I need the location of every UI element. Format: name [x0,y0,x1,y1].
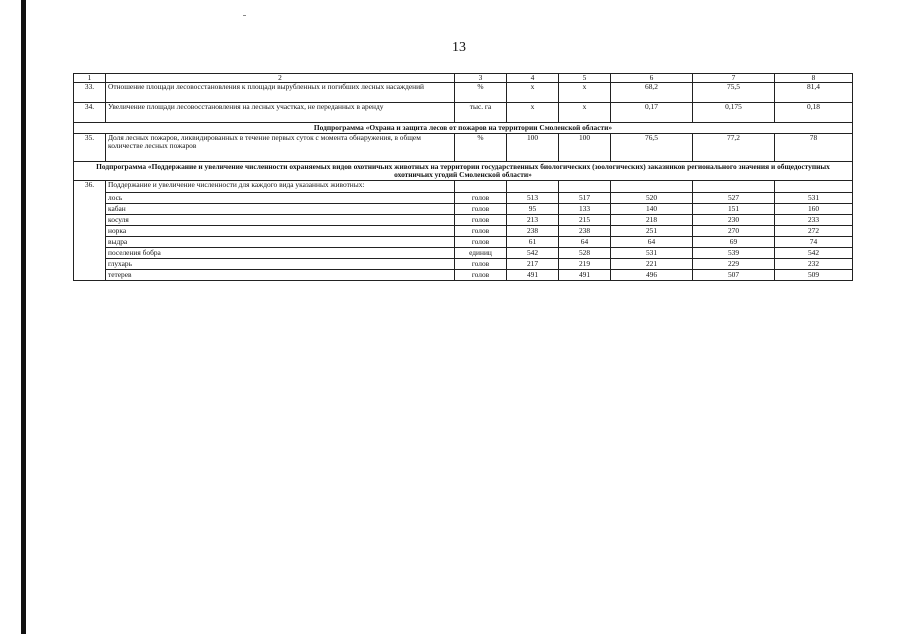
value-cell: 100 [559,134,611,162]
animal-name: лось [106,193,455,204]
col-header: 3 [455,74,507,83]
unit-cell: голов [455,259,507,270]
value-cell: 76,5 [611,134,693,162]
empty-cell [455,181,507,193]
value-cell: 542 [775,248,853,259]
value-cell: 230 [693,215,775,226]
value-cell: х [507,83,559,103]
value-cell: 509 [775,270,853,281]
value-cell: 531 [775,193,853,204]
scan-speck [243,15,246,16]
animal-name: норка [106,226,455,237]
value-cell: 64 [611,237,693,248]
unit-cell: голов [455,270,507,281]
value-cell: 69 [693,237,775,248]
col-header: 1 [74,74,106,83]
value-cell: 238 [559,226,611,237]
animal-name: кабан [106,204,455,215]
animal-name: выдра [106,237,455,248]
value-cell: 232 [775,259,853,270]
row-number: 35. [74,134,106,162]
animal-row [74,204,853,215]
value-cell: х [559,83,611,103]
table-row [74,134,853,162]
value-cell: 219 [559,259,611,270]
empty-cell [775,181,853,193]
value-cell: 0,18 [775,103,853,123]
section-heading-row [74,162,853,181]
value-cell: 151 [693,204,775,215]
animal-row [74,259,853,270]
animal-name: глухарь [106,259,455,270]
empty-cell [507,181,559,193]
value-cell: 78 [775,134,853,162]
animal-row [74,237,853,248]
value-cell: 100 [507,134,559,162]
indicators-table [73,73,853,281]
animal-name: косуля [106,215,455,226]
unit-cell: голов [455,193,507,204]
value-cell: 507 [693,270,775,281]
value-cell: 74 [775,237,853,248]
table-row [74,103,853,123]
value-cell: 251 [611,226,693,237]
value-cell: 217 [507,259,559,270]
col-header: 7 [693,74,775,83]
value-cell: 539 [693,248,775,259]
unit-cell: голов [455,237,507,248]
col-header: 2 [106,74,455,83]
value-cell: 272 [775,226,853,237]
value-cell: 81,4 [775,83,853,103]
value-cell: 221 [611,259,693,270]
row-number: 34. [74,103,106,123]
animal-row [74,248,853,259]
value-cell: х [507,103,559,123]
unit-cell: % [455,83,507,103]
col-header: 5 [559,74,611,83]
value-cell: 213 [507,215,559,226]
value-cell: 528 [559,248,611,259]
value-cell: 491 [559,270,611,281]
col-header: 4 [507,74,559,83]
empty-cell [693,181,775,193]
unit-cell: единиц [455,248,507,259]
value-cell: 491 [507,270,559,281]
value-cell: 527 [693,193,775,204]
value-cell: 270 [693,226,775,237]
indicator-text: Доля лесных пожаров, ликвидированных в течение первых суток с момента обнаружения, в общем количестве лесных пожаров [106,134,455,162]
value-cell: 133 [559,204,611,215]
value-cell: 520 [611,193,693,204]
table-row [74,181,853,193]
unit-cell: голов [455,215,507,226]
value-cell: 513 [507,193,559,204]
value-cell: 140 [611,204,693,215]
page-number: 13 [452,40,466,55]
value-cell: 75,5 [693,83,775,103]
empty-cell [611,181,693,193]
animal-row [74,270,853,281]
value-cell: 160 [775,204,853,215]
row-number: 36. [74,181,106,281]
value-cell: 77,2 [693,134,775,162]
animal-name: тетерев [106,270,455,281]
indicator-text: Увеличение площади лесовосстановления на лесных участках, не переданных в аренду [106,103,455,123]
animal-row [74,215,853,226]
value-cell: 531 [611,248,693,259]
value-cell: 218 [611,215,693,226]
value-cell: 61 [507,237,559,248]
unit-cell: голов [455,226,507,237]
row-number: 33. [74,83,106,103]
value-cell: 0,17 [611,103,693,123]
indicator-text: Отношение площади лесовосстановления к площади вырубленных и погибших лесных насаждений [106,83,455,103]
indicator-text: Поддержание и увеличение численности для каждого вида указанных животных: [106,181,455,193]
value-cell: 95 [507,204,559,215]
value-cell: 233 [775,215,853,226]
value-cell: 215 [559,215,611,226]
value-cell: 229 [693,259,775,270]
unit-cell: тыс. га [455,103,507,123]
value-cell: 542 [507,248,559,259]
empty-cell [559,181,611,193]
table-row [74,83,853,103]
value-cell: 64 [559,237,611,248]
animal-row [74,226,853,237]
section-heading-row [74,123,853,134]
value-cell: 517 [559,193,611,204]
value-cell: 0,175 [693,103,775,123]
value-cell: 238 [507,226,559,237]
animal-row [74,193,853,204]
col-header: 8 [775,74,853,83]
section-heading: Подпрограмма «Поддержание и увеличение численности охраняемых видов охотничьих животных на территории государственных биологических (зоологических) заказников регионального значения и общедоступных охотничьих угодий Смоленской области» [74,162,853,181]
col-header: 6 [611,74,693,83]
value-cell: 496 [611,270,693,281]
section-heading: Подпрограмма «Охрана и защита лесов от пожаров на территории Смоленской области» [74,123,853,134]
unit-cell: голов [455,204,507,215]
scan-edge-bar [21,0,26,634]
value-cell: х [559,103,611,123]
unit-cell: % [455,134,507,162]
value-cell: 68,2 [611,83,693,103]
animal-name: поселения бобра [106,248,455,259]
column-number-row [74,74,853,83]
